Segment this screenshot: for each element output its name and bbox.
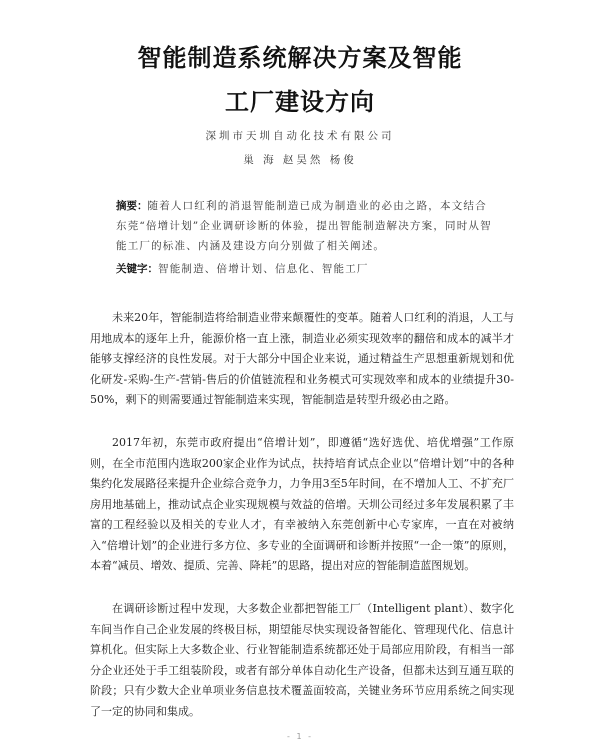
abstract-text: 随着人口红利的消退智能制造已成为制造业的必由之路，本文结合东莞“倍增计划”企业调研诊断的体验，提出智能制造解决方案，同时从智能工厂的标准、内涵及建设方向分别做了相关阐述。: [116, 200, 492, 252]
body-paragraph-2: 2017年初，东莞市政府提出“倍增计划”，即遵循“选好选优、培优增强”工作原则，在全市范围内选取200家企业作为试点，扶持培育试点企业以“倍增计划”中的各种集约化发展路径来提升企业综合竞争力，力争用3至5年时间，在不增加人工、不扩充厂房用地基础上，推动试点企业实现规模与效益的倍增。天圳公司经过多年发展积累了丰富的工程经验以及相关的专业人才，有幸被纳入东莞创新中心专家库，一直在对被纳入“倍增计划”的企业进行多方位、多专业的全面调研和诊断并按照“一企一策”的原则，本着“减员、增效、提质、完善、降耗”的思路，提出对应的智能制造蓝图规划。: [90, 436, 514, 572]
authors: 巢 海 赵昊然 杨俊: [243, 154, 357, 166]
body-paragraph-1: 未来20年，智能制造将给制造业带来颠覆性的变革。随着人口红利的消退，人工与用地成本的逐年上升，能源价格一直上涨，制造业必须实现效率的翻倍和成本的减半才能够支撑经济的良性发展。对于大部分中国企业来说，通过精益生产思想重新规划和优化研发-采购-生产-营销-售后的价值链流程和业务模式可实现效率和成本的业绩提升30-50%，剩下的则需要通过智能制造来实现，智能制造是转型升级必由之路。: [90, 311, 514, 406]
keywords-text: 智能制造、倍增计划、信息化、智能工厂: [158, 263, 369, 275]
keywords-label: 关键字：: [116, 263, 158, 275]
body-paragraph-3: 在调研诊断过程中发现，大多数企业都把智能工厂（Intelligent plant）、数字化车间当作自己企业发展的终极目标，期望能尽快实现设备智能化、管理现代化、信息计算机化。但实际上大多数企业、行业智能制造系统都还处于局部应用阶段，有相当一部分企业还处于手工组装阶段，或者有部分单体自动化生产设备，但都未达到互通互联的阶段；只有少数大企业单项业务信息技术覆盖面较高，关键业务环节应用系统之间实现了一定的协同和集成。: [90, 602, 514, 718]
organization: 深圳市天圳自动化技术有限公司: [205, 130, 395, 142]
keywords: [116, 259, 496, 279]
title-line-2: 工厂建设方向: [225, 88, 375, 116]
abstract-label: 摘要：: [116, 200, 148, 212]
title-line-1: 智能制造系统解决方案及智能: [137, 44, 463, 72]
page-number: - 1 -: [287, 732, 313, 741]
abstract: [116, 196, 496, 256]
